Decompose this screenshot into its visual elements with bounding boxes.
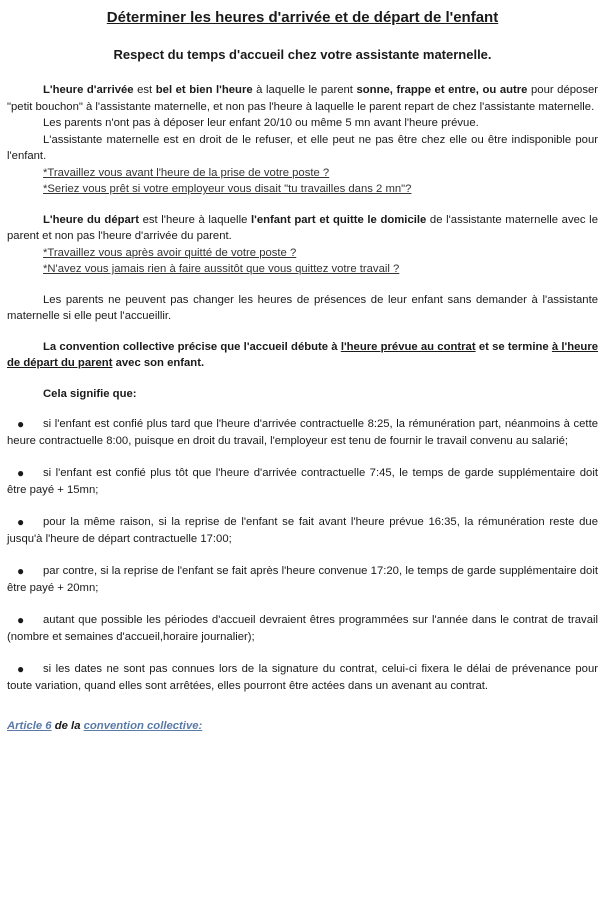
departure-question-2: *N'avez vous jamais rien à faire aussitôt que vous quittez votre travail ? bbox=[43, 263, 400, 275]
arrival-question-2: *Seriez vous prêt si votre employeur vous disait "tu travailles dans 2 mn"? bbox=[43, 183, 412, 195]
list-item bbox=[7, 465, 598, 498]
convention-underline-2: à l'heure de départ du parent bbox=[7, 340, 598, 369]
list-item-text: par contre, si la reprise de l'enfant se fait après l'heure convenue 17:20, le temps de garde supplémentaire doit être payé + 20mn; bbox=[7, 565, 598, 594]
convention-underline-1: l'heure prévue au contrat bbox=[340, 340, 476, 353]
departure-question-1: *Travaillez vous après avoir quitté de votre poste ? bbox=[43, 246, 297, 259]
arrival-paragraph bbox=[7, 82, 598, 115]
article-mid-text: de la bbox=[51, 720, 84, 732]
page-title: Déterminer les heures d'arrivée et de départ de l'enfant bbox=[106, 9, 499, 26]
convention-paragraph bbox=[7, 339, 598, 372]
bullet-icon: ● bbox=[17, 466, 25, 480]
convention-collective-link[interactable]: convention collective: bbox=[83, 720, 203, 732]
page-subtitle: Respect du temps d'accueil chez votre assistante maternelle. bbox=[113, 47, 492, 62]
list-item-text: pour la même raison, si la reprise de l'enfant se fait avant l'heure prévue 16:35, la rémunération reste due jusqu'à l'heure de départ contractuelle 17:00; bbox=[7, 516, 598, 545]
list-item bbox=[7, 612, 598, 645]
arrival-bold-2: bel et bien l'heure bbox=[155, 84, 253, 96]
arrival-refuse: L'assistante maternelle est en droit de le refuser, et elle peut ne pas être chez elle ou être indisponible pour l'enfant. bbox=[7, 133, 598, 162]
list-item bbox=[7, 661, 598, 694]
list-item-text: si les dates ne sont pas connues lors de la signature du contrat, celui-ci fixera le délai de prévenance pour toute variation, quand elles sont arrêtées, elles pourront être actées dans un avenant au contrat. bbox=[7, 663, 598, 692]
bullet-icon: ● bbox=[17, 564, 25, 578]
arrival-text-3: pour déposer "petit bouchon" à l'assistante maternelle, et non pas l'heure à laquelle le parent repart de chez l'assistante maternelle. bbox=[7, 84, 599, 113]
arrival-term: L'heure d'arrivée bbox=[43, 84, 134, 96]
arrival-no-early: Les parents n'ont pas à déposer leur enfant 20/10 ou même 5 mn avant l'heure prévue. bbox=[43, 117, 479, 129]
conditions-list bbox=[7, 416, 598, 694]
arrival-question-1: *Travaillez vous avant l'heure de la prise de votre poste ? bbox=[43, 166, 330, 179]
departure-text-2: de l'assistante maternelle avec le parent et non pas l'heure d'arrivée du parent. bbox=[7, 213, 598, 242]
departure-bold-2: l'enfant part et quitte le domicile bbox=[251, 213, 427, 226]
article-reference bbox=[7, 718, 598, 735]
list-item bbox=[7, 563, 598, 596]
list-item-text: si l'enfant est confié plus tôt que l'heure d'arrivée contractuelle 7:45, le temps de garde supplémentaire doit être payé + 15mn; bbox=[7, 467, 598, 496]
departure-term: L'heure du départ bbox=[43, 213, 139, 226]
cela-signifie-heading bbox=[7, 386, 598, 403]
cela-signifie-text: Cela signifie que: bbox=[43, 387, 137, 400]
convention-text-1: La convention collective précise que l'accueil débute à bbox=[43, 340, 341, 353]
bullet-icon: ● bbox=[17, 417, 25, 431]
departure-text-1: est l'heure à laquelle bbox=[138, 213, 251, 226]
arrival-text-2: à laquelle le parent bbox=[252, 84, 357, 96]
list-item bbox=[7, 514, 598, 547]
bullet-icon: ● bbox=[17, 662, 25, 676]
departure-paragraph bbox=[7, 212, 598, 245]
arrival-bold-3: sonne, frappe et entre, ou autre bbox=[356, 84, 528, 96]
arrival-text-1: est bbox=[133, 84, 156, 96]
convention-text-2: et se termine bbox=[475, 340, 552, 353]
bullet-icon: ● bbox=[17, 515, 25, 529]
article-6-link[interactable]: Article 6 bbox=[7, 720, 52, 732]
bullet-icon: ● bbox=[17, 613, 25, 627]
parents-change-paragraph: Les parents ne peuvent pas changer les heures de présences de leur enfant sans demander à l'assistante maternelle si elle peut l'accueillir. bbox=[7, 293, 598, 322]
convention-text-3: avec son enfant. bbox=[112, 357, 205, 369]
list-item-text: si l'enfant est confié plus tard que l'heure d'arrivée contractuelle 8:25, la rémunération part, néanmoins à cette heure contractuelle 8:00, puisque en droit du travail, l'employeur est tenu de fournir le travail convenu au salarié; bbox=[7, 418, 598, 447]
list-item-text: autant que possible les périodes d'accueil devraient êtres programmées sur l'année dans le contrat de travail (nombre et semaines d'accueil,horaire journalier); bbox=[7, 614, 598, 643]
list-item bbox=[7, 416, 598, 449]
